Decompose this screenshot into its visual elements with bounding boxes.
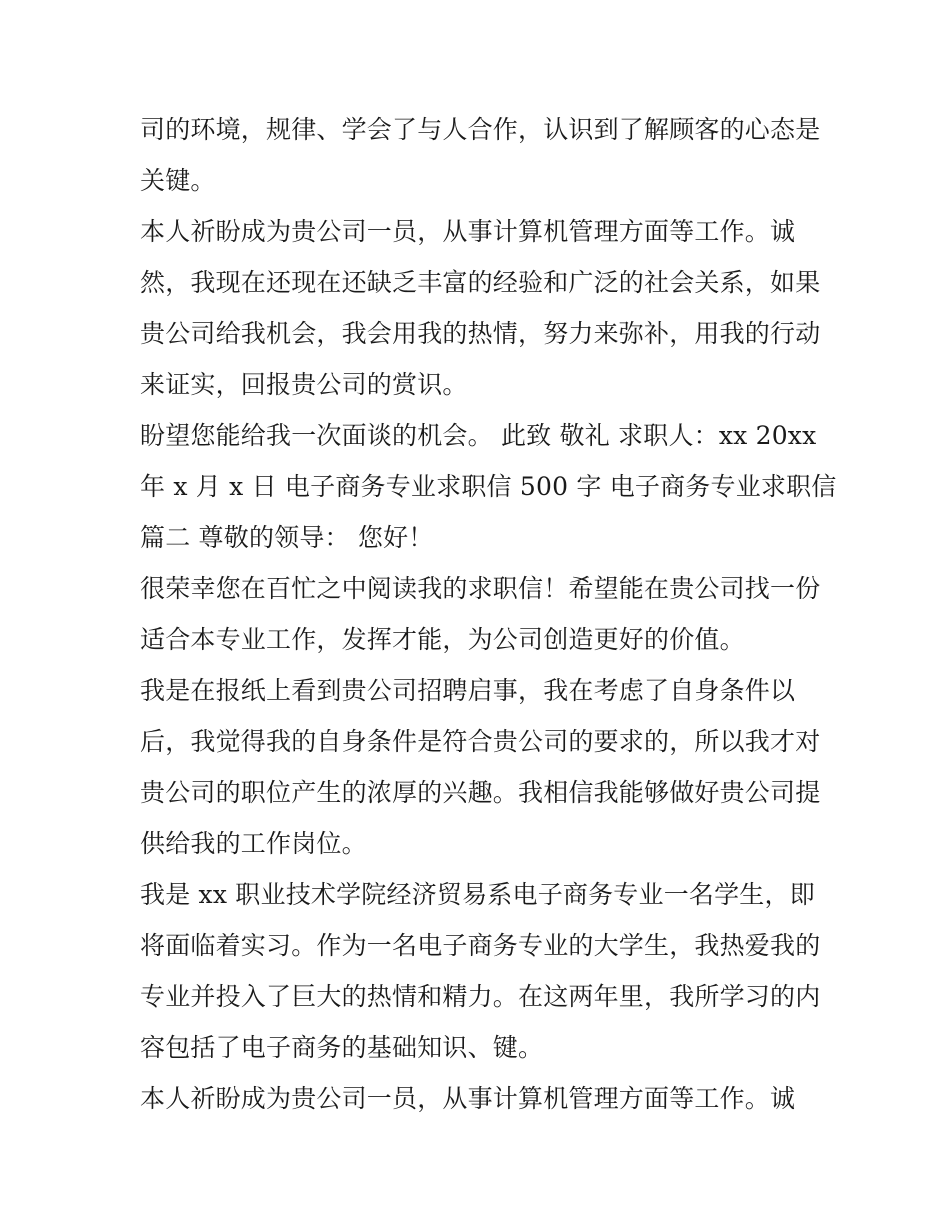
text-line: 本人祈盼成为贵公司一员，从事计算机管理方面等工作。诚	[140, 217, 796, 246]
text-line: 贵公司的职位产生的浓厚的兴趣。我相信我能够做好贵公司提	[140, 778, 821, 807]
text-line: 来证实，回报贵公司的赏识。	[140, 370, 468, 399]
text-line: 很荣幸您在百忙之中阅读我的求职信！希望能在贵公司找一份	[140, 574, 821, 603]
text-line: 篇二 尊敬的领导： 您好！	[140, 523, 434, 552]
text-line: 然，我现在还现在还缺乏丰富的经验和广泛的社会关系，如果	[140, 268, 821, 297]
text-line: 供给我的工作岗位。	[140, 829, 367, 858]
text-line: 关键。	[140, 166, 216, 195]
text-line: 我是在报纸上看到贵公司招聘启事，我在考虑了自身条件以	[140, 676, 796, 705]
text-line: 专业并投入了巨大的热情和精力。在这两年里，我所学习的内	[140, 982, 821, 1011]
text-line: 年 x 月 x 日 电子商务专业求职信 500 字 电子商务专业求职信	[140, 472, 837, 501]
text-line: 司的环境，规律、学会了与人合作，认识到了解顾客的心态是	[140, 115, 821, 144]
text-line: 盼望您能给我一次面谈的机会。 此致 敬礼 求职人：xx 20xx	[140, 421, 817, 450]
text-line: 贵公司给我机会，我会用我的热情，努力来弥补，用我的行动	[140, 319, 821, 348]
text-line: 容包括了电子商务的基础知识、键。	[140, 1033, 544, 1062]
text-line: 我是 xx 职业技术学院经济贸易系电子商务专业一名学生，即	[140, 880, 815, 909]
text-line: 将面临着实习。作为一名电子商务专业的大学生，我热爱我的	[140, 931, 821, 960]
text-line: 后，我觉得我的自身条件是符合贵公司的要求的，所以我才对	[140, 727, 821, 756]
text-line: 本人祈盼成为贵公司一员，从事计算机管理方面等工作。诚	[140, 1084, 796, 1113]
document-body	[140, 104, 837, 1124]
text-line: 适合本专业工作，发挥才能，为公司创造更好的价值。	[140, 625, 745, 654]
